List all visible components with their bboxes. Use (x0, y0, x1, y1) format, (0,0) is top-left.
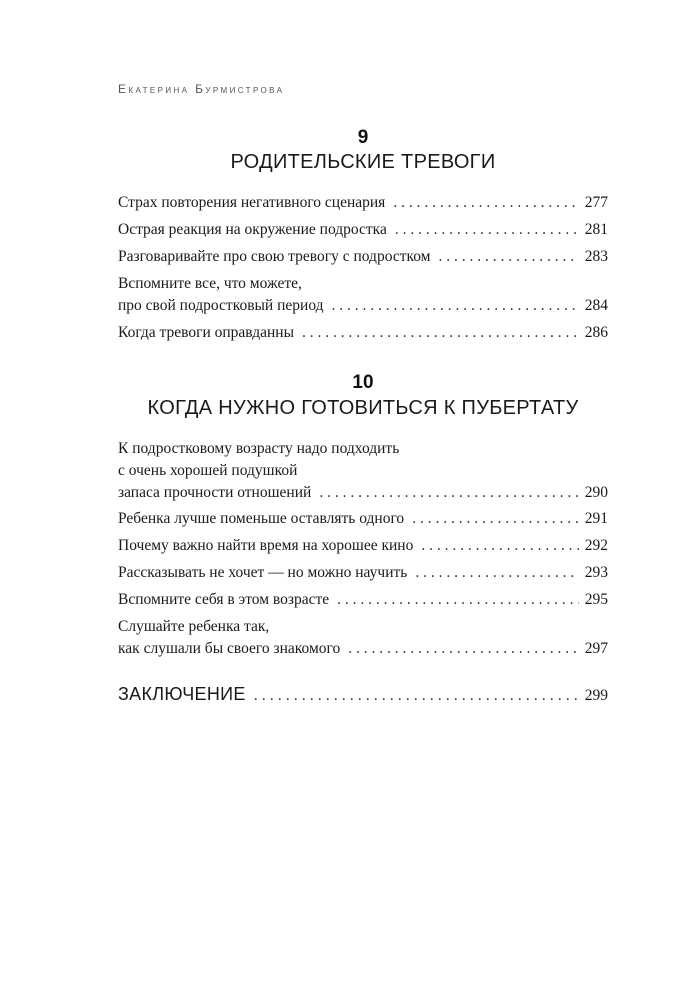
toc-entry-text: с очень хорошей подушкой (118, 462, 298, 479)
page-number: 297 (584, 640, 608, 657)
conclusion-label: ЗАКЛЮЧЕНИЕ (118, 684, 246, 704)
toc-entry-text: Слушайте ребенка так, (118, 618, 270, 635)
toc-entry-text: запаса прочности отношений (118, 484, 312, 501)
leader-dots (319, 482, 578, 504)
toc-entry[interactable] (118, 192, 608, 214)
page-number: 281 (584, 221, 608, 238)
toc-entry-text: Страх повторения негативного сценария (118, 194, 386, 211)
toc-entry-text: Вспомните себя в этом возрасте (118, 591, 330, 608)
page-number: 291 (584, 510, 608, 527)
page-number: 286 (584, 324, 608, 341)
leader-dots (332, 295, 579, 317)
page-number: 295 (584, 591, 608, 608)
leader-dots (412, 508, 579, 530)
page-number: 283 (584, 248, 608, 265)
leader-dots (337, 589, 579, 611)
toc-entry[interactable] (118, 535, 608, 557)
leader-dots (254, 687, 579, 705)
page-number: 299 (584, 687, 608, 704)
toc-entry[interactable] (118, 219, 608, 241)
leader-dots (415, 562, 578, 584)
chapter-title: РОДИТЕЛЬСКИЕ ТРЕВОГИ (230, 151, 496, 173)
toc-entry-text: про свой подростковый период (118, 297, 324, 314)
page-number: 277 (584, 194, 608, 211)
toc-entry[interactable] (118, 322, 608, 344)
toc-entry[interactable] (118, 246, 608, 268)
leader-dots (421, 535, 578, 557)
toc-entry[interactable] (118, 616, 608, 660)
page-number: 293 (584, 564, 608, 581)
toc-entry-text: Острая реакция на окружение подростка (118, 221, 387, 238)
toc-entry-text: Рассказывать не хочет — но можно научить (118, 564, 408, 581)
leader-dots (395, 219, 579, 241)
page-number: 290 (584, 484, 608, 501)
toc-entry[interactable] (118, 273, 608, 317)
toc-entry[interactable] (118, 562, 608, 584)
running-head: Екатерина Бурмистрова (118, 82, 285, 96)
leader-dots (439, 246, 579, 268)
toc-entry-text: Ребенка лучше поменьше оставлять одного (118, 510, 405, 527)
toc-entry[interactable] (118, 508, 608, 530)
leader-dots (348, 638, 578, 660)
page-number: 292 (584, 537, 608, 554)
toc-entry-text: Разговаривайте про свою тревогу с подростком (118, 248, 431, 265)
page-number: 284 (584, 297, 608, 314)
toc-entry-text: К подростковому возрасту надо подходить (118, 440, 400, 457)
toc-entry-text: как слушали бы своего знакомого (118, 640, 341, 657)
toc-entry-text: Вспомните все, что можете, (118, 275, 302, 292)
toc-entry[interactable] (118, 589, 608, 611)
toc-entry-conclusion[interactable] (118, 684, 608, 705)
leader-dots (302, 322, 579, 344)
chapter-title: КОГДА НУЖНО ГОТОВИТЬСЯ К ПУБЕРТАТУ (147, 397, 579, 419)
toc-entry[interactable] (118, 438, 608, 504)
toc-entry-text: Когда тревоги оправданны (118, 324, 295, 341)
chapter-number: 9 (357, 127, 369, 148)
chapter-number: 10 (352, 372, 374, 393)
leader-dots (393, 192, 578, 214)
toc-entry-text: Почему важно найти время на хорошее кино (118, 537, 414, 554)
